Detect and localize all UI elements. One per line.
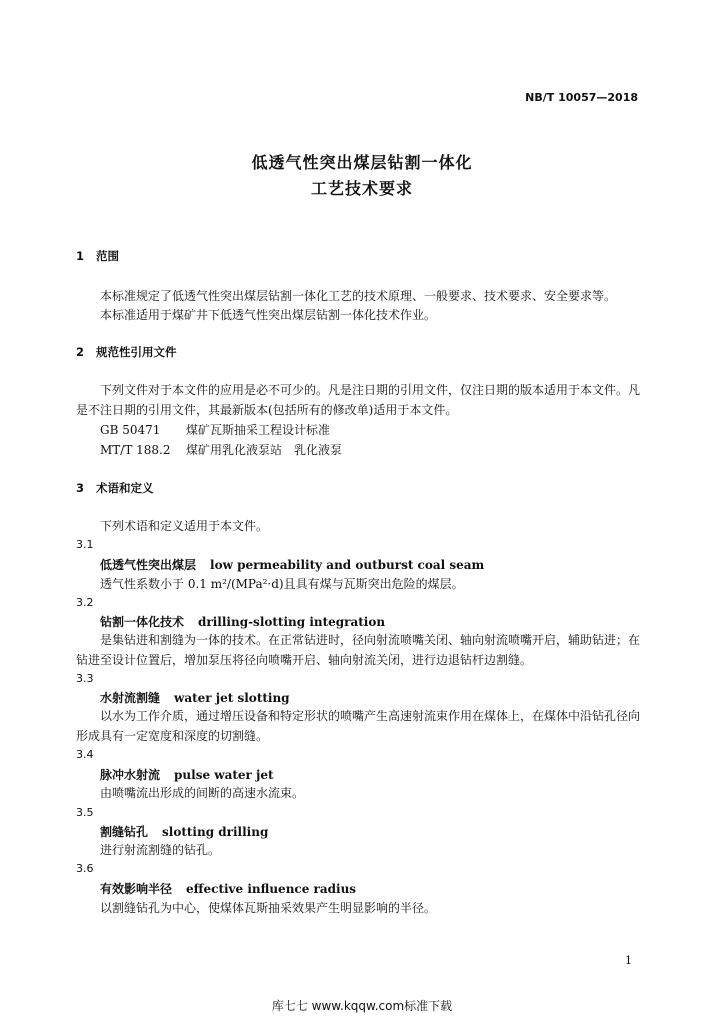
refs-paragraph: 下列文件对于本文件的应用是必不可少的。凡是注日期的引用文件，仅注日期的版本适用于本文件。凡是不注日期的引用文件，其最新版本(包括所有的修改单)适用于本文件。	[76, 383, 641, 417]
term-definition: 进行射流割缝的钻孔。	[100, 843, 221, 857]
clause-number: 3.3	[76, 672, 94, 685]
term-definition: 由喷嘴流出形成的间断的高速水流束。	[100, 786, 305, 800]
term-entry	[100, 613, 385, 630]
term-entry	[100, 556, 484, 573]
page-number: 1	[625, 954, 632, 967]
scope-paragraph-1: 本标准规定了低透气性突出煤层钻割一体化工艺的技术原理、一般要求、技术要求、安全要求等。	[100, 289, 617, 303]
term-english: effective influence radius	[186, 882, 357, 896]
section-number: 1	[76, 249, 85, 263]
term-chinese: 水射流割缝	[100, 691, 161, 705]
reference-name: 煤矿瓦斯抽采工程设计标准	[186, 423, 331, 437]
term-chinese: 脉冲水射流	[100, 768, 161, 782]
term-english: low permeability and outburst coal seam	[210, 558, 485, 572]
reference-name: 煤矿用乳化液泵站 乳化液泵	[186, 443, 343, 457]
reference-item	[100, 420, 330, 440]
term-chinese: 钻割一体化技术	[100, 615, 185, 629]
term-chinese: 割缝钻孔	[100, 825, 149, 839]
footer-watermark: 库七七 www.kqqw.com标准下载	[271, 999, 453, 1013]
section-title: 范围	[96, 249, 119, 263]
term-definition: 以水为工作介质，通过增压设备和特定形状的喷嘴产生高速射流束作用在煤体上，在煤体中沿钻孔径向形成具有一定宽度和深度的切割缝。	[76, 709, 641, 743]
section-title: 术语和定义	[96, 481, 154, 495]
reference-code: MT/T 188.2	[100, 443, 171, 457]
term-english: drilling-slotting integration	[198, 615, 386, 629]
section-heading-scope	[76, 248, 119, 264]
standard-number: NB/T 10057—2018	[525, 91, 638, 104]
term-chinese: 有效影响半径	[100, 882, 173, 896]
term-entry	[100, 880, 356, 897]
term-entry	[100, 689, 290, 706]
section-title: 规范性引用文件	[96, 345, 177, 359]
reference-item	[100, 440, 342, 460]
section-heading-terms	[76, 480, 154, 496]
clause-number: 3.1	[76, 538, 94, 551]
term-english: pulse water jet	[174, 768, 274, 782]
section-number: 2	[76, 345, 85, 359]
term-english: water jet slotting	[174, 691, 290, 705]
term-english: slotting drilling	[162, 825, 269, 839]
term-definition: 以割缝钻孔为中心，使煤体瓦斯抽采效果产生明显影响的半径。	[100, 901, 437, 915]
document-title-line2: 工艺技术要求	[310, 179, 413, 198]
term-definition: 透气性系数小于 0.1 m²/(MPa²·d)且具有煤与瓦斯突出危险的煤层。	[100, 577, 464, 591]
clause-number: 3.4	[76, 748, 94, 761]
term-entry	[100, 823, 268, 840]
document-title-line1: 低透气性突出煤层钻割一体化	[251, 153, 473, 172]
scope-paragraph-2: 本标准适用于煤矿井下低透气性突出煤层钻割一体化技术作业。	[100, 308, 437, 322]
term-entry	[100, 766, 274, 783]
section-number: 3	[76, 481, 85, 495]
clause-number: 3.2	[76, 596, 94, 609]
section-heading-refs	[76, 344, 177, 360]
terms-intro: 下列术语和定义适用于本文件。	[100, 519, 269, 533]
term-chinese: 低透气性突出煤层	[100, 558, 197, 572]
clause-number: 3.5	[76, 806, 94, 819]
clause-number: 3.6	[76, 862, 94, 875]
reference-code: GB 50471	[100, 423, 161, 437]
term-definition: 是集钻进和割缝为一体的技术。在正常钻进时，径向射流喷嘴关闭、轴向射流喷嘴开启，辅助钻进；在钻进至设计位置后，增加泵压将径向喷嘴开启、轴向射流关闭，进行边退钻杆边割缝。	[76, 633, 641, 667]
